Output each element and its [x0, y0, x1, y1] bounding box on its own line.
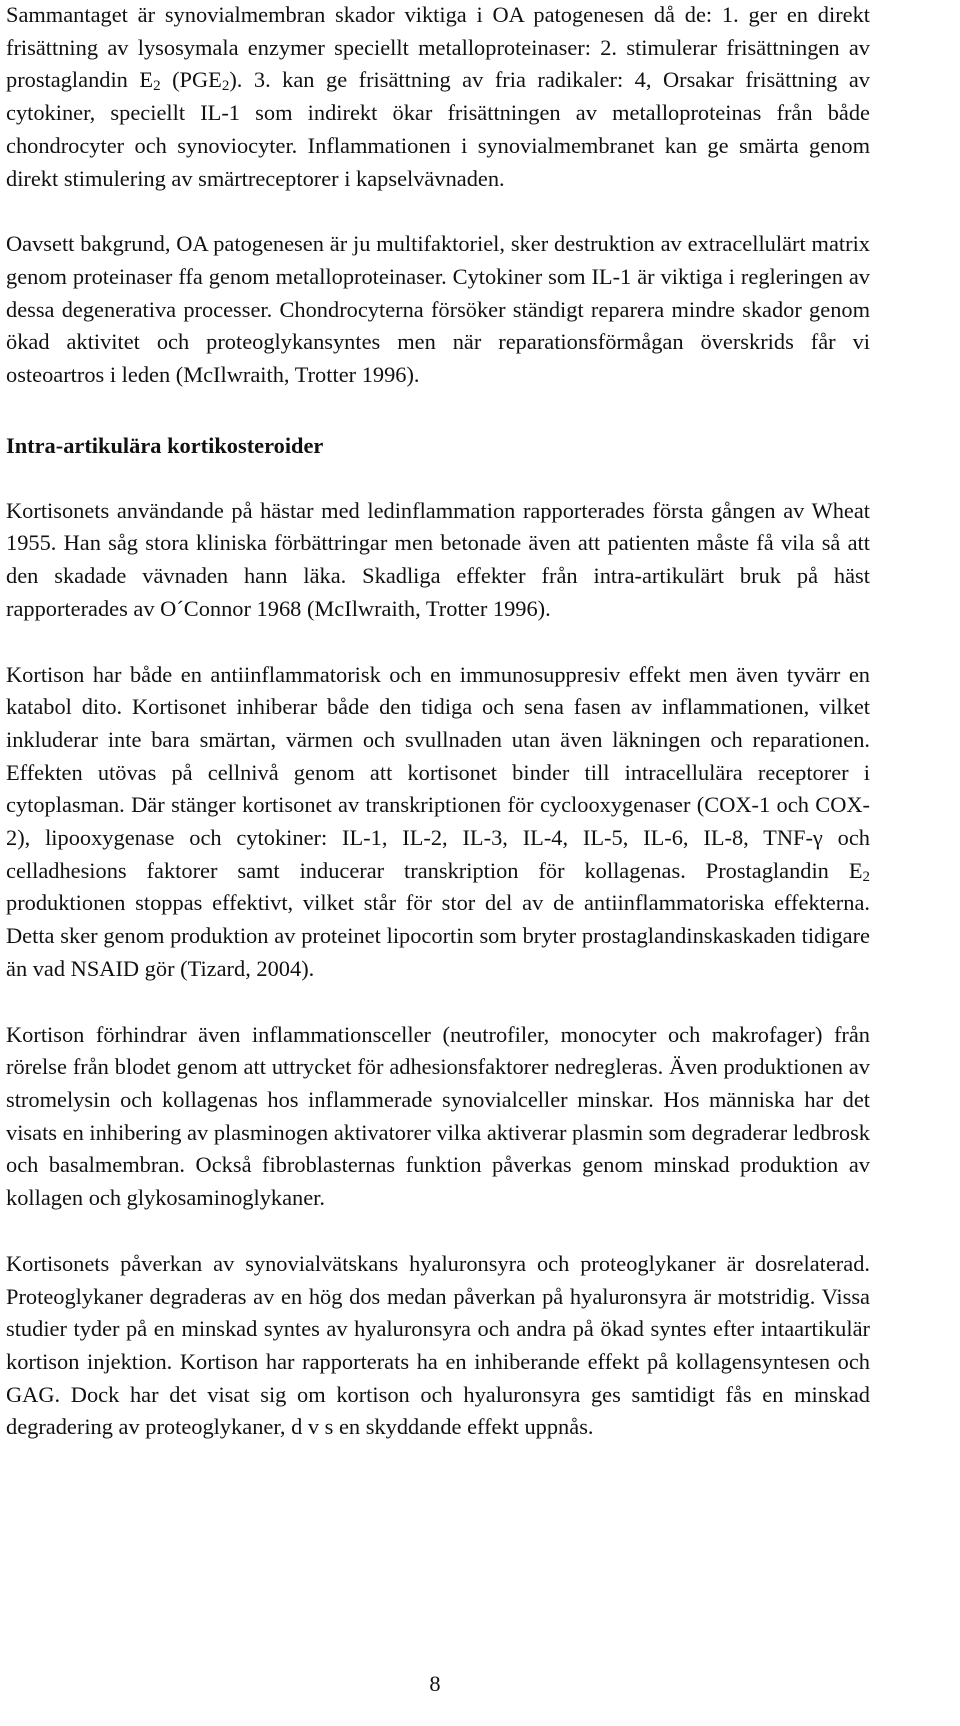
- text-segment: Sammantaget är synovialmembran skador viktiga i OA patogenesen då de: 1. ger en direkt frisättning av lysosymala enzymer speciellt metalloproteinaser: 2. stimulerar frisättningen av prostaglandin E: [6, 2, 870, 93]
- subscript: 2: [153, 78, 161, 95]
- body-paragraph: [6, 228, 870, 392]
- section-heading: Intra-artikulära kortikosteroider: [6, 432, 324, 458]
- intro-paragraphs: [6, 0, 870, 392]
- body-paragraph: [6, 1019, 870, 1215]
- text-segment: ). 3. kan ge frisättning av fria radikaler: 4, Orsakar frisättning av cytokiner, speciellt IL-1 som indirekt ökar frisättningen av metalloproteinas från både chondrocyter och synoviocyter. Inflammationen i synovialmembranet kan ge smärta genom direkt stimulering av smärtreceptorer i kapselvävnaden.: [6, 67, 870, 191]
- page-number: 8: [429, 1671, 441, 1696]
- body-paragraph: [6, 659, 870, 986]
- subscript: 2: [862, 868, 870, 885]
- text-segment: Kortison förhindrar även inflammationsceller (neutrofiler, monocyter och makrofager) från rörelse från blodet genom att uttrycket för adhesionsfaktorer nedregleras. Även produktionen av stromelysin och kollagenas hos inflammerade synovialceller minskar. Hos människa har det visats en inhibering av plasminogen aktivatorer vilka aktiverar plasmin som degraderar ledbrosk och basalmembran. Också fibroblasternas funktion påverkas genom minskad produktion av kollagen och glykosaminoglykaner.: [6, 1021, 870, 1211]
- text-segment: produktionen stoppas effektivt, vilket står för stor del av de antiinflammatoriska effekterna. Detta sker genom produktion av proteinet lipocortin som bryter prostaglandinskaskaden tidigare än vad NSAID gör (Tizard, 2004).: [6, 890, 870, 981]
- text-segment: Kortisonets användande på hästar med ledinflammation rapporterades första gången av Wheat 1955. Han såg stora kliniska förbättringar men betonade även att patienten måste få vila så att den skadade vävnaden hann läka. Skadliga effekter från intra-artikulärt bruk på häst rapporterades av O´Connor 1968 (McIlwraith, Trotter 1996).: [6, 497, 870, 621]
- body-paragraph: [6, 0, 870, 195]
- body-paragraph: [6, 495, 870, 626]
- text-segment: Kortisonets påverkan av synovialvätskans hyaluronsyra och proteoglykaner är dosrelaterad. Proteoglykaner degraderas av en hög dos medan påverkan på hyaluronsyra är motstridig. Vissa studier tyder på en minskad syntes av hyaluronsyra och andra på ökad syntes efter intaartikulär kortison injektion. Kortison har rapporterats ha en inhiberande effekt på kollagensyntesen och GAG. Dock har det visat sig om kortison och hyaluronsyra ges samtidigt fås en minskad degradering av proteoglykaner, d v s en skyddande effekt uppnås.: [6, 1250, 870, 1440]
- text-segment: Oavsett bakgrund, OA patogenesen är ju multifaktoriel, sker destruktion av extracellulärt matrix genom proteinaser ffa genom metalloproteinaser. Cytokiner som IL-1 är viktiga i regleringen av dessa degenerativa processer. Chondrocyterna försöker ständigt reparera mindre skador genom ökad aktivitet och proteoglykansyntes men när reparationsförmågan överskrids får vi osteoartros i leden (McIlwraith, Trotter 1996).: [6, 231, 870, 388]
- document-page: [6, 0, 870, 1444]
- subscript: 2: [221, 78, 230, 95]
- text-segment: Kortison har både en antiinflammatorisk och en immunosuppresiv effekt men även tyvärr en katabol dito. Kortisonet inhiberar både den tidiga och sena fasen av inflammationen, vilket inkluderar inte bara smärtan, värmen och svullnaden utan även läkningen och reparationen. Effekten utövas på cellnivå genom att kortisonet binder till intracellulära receptorer i cytoplasman. Där stänger kortisonet av transkriptionen för cyclooxygenaser (COX-1 och COX-2), lipooxygenase och cytokiner: IL-1, IL-2, IL-3, IL-4, IL-5, IL-6, IL-8, TNF-γ och celladhesions faktorer samt inducerar transkription för kollagenas. Prostaglandin E: [6, 661, 870, 883]
- text-segment: (PGE: [160, 67, 222, 93]
- body-paragraph: [6, 1248, 870, 1444]
- section-paragraphs: [6, 495, 870, 1444]
